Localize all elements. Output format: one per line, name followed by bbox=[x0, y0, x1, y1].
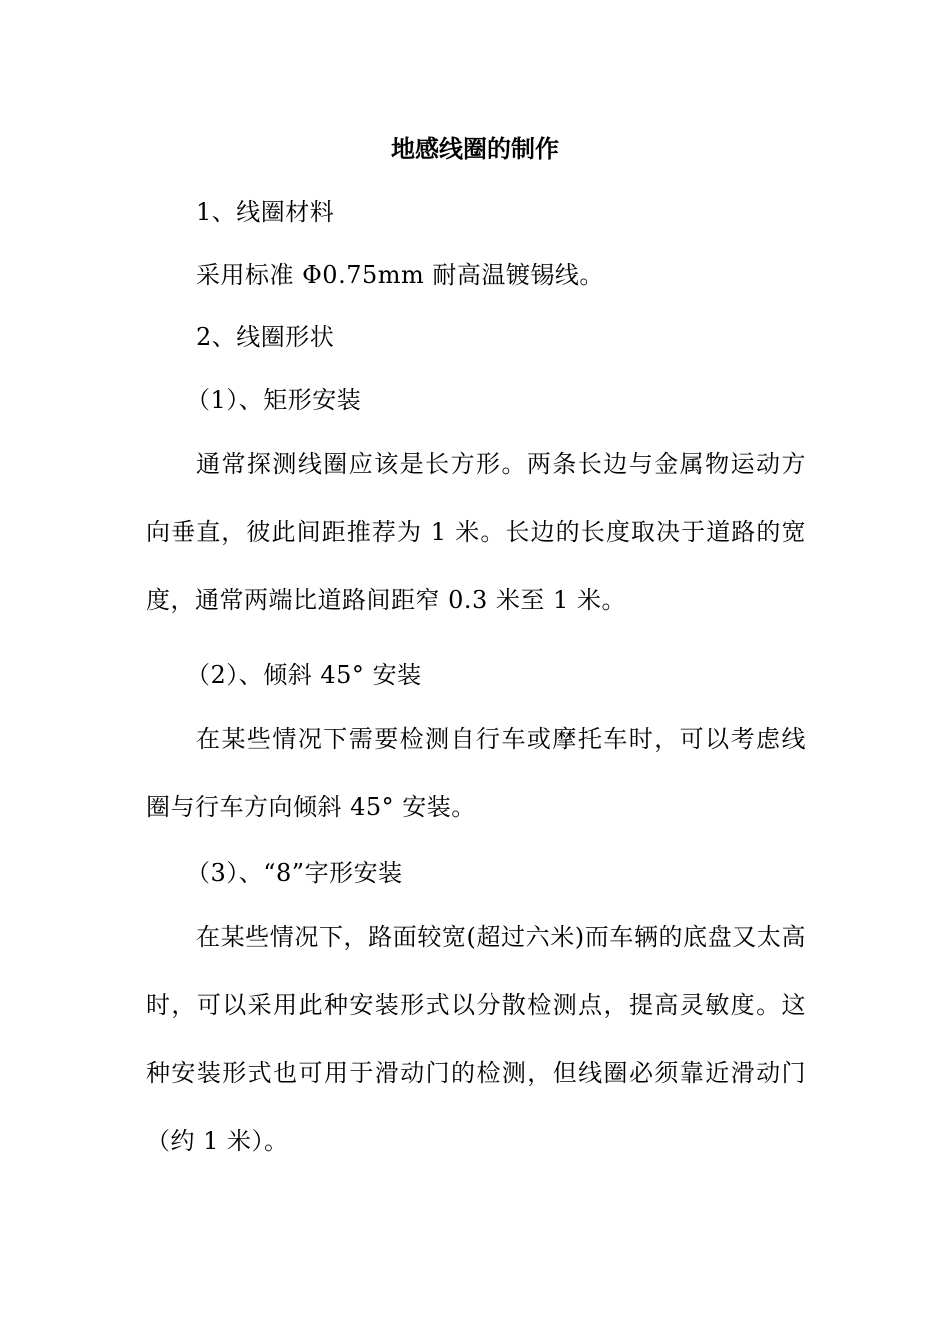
paragraph-inclined: 在某些情况下需要检测自行车或摩托车时，可以考虑线圈与行车方向倾斜 45° 安装。 bbox=[146, 725, 806, 821]
section-heading-materials: 1、线圈材料 bbox=[196, 198, 335, 226]
document-title: 地感线圈的制作 bbox=[391, 135, 559, 163]
subheading-inclined: （2）、倾斜 45° 安装 bbox=[186, 661, 422, 689]
paragraph-rectangular: 通常探测线圈应该是长方形。两条长边与金属物运动方向垂直，彼此间距推荐为 1 米。长边的长度取决于道路的宽度，通常两端比道路间距窄 0.3 米至 1 米。 bbox=[146, 450, 806, 614]
subheading-rectangular: （1）、矩形安装 bbox=[186, 386, 362, 414]
section-heading-shape: 2、线圈形状 bbox=[196, 323, 335, 351]
materials-text: 采用标准 Φ0.75mm 耐高温镀锡线。 bbox=[196, 261, 604, 289]
paragraph-figure-eight: 在某些情况下，路面较宽(超过六米)而车辆的底盘又太高时，可以采用此种安装形式以分散检测点，提高灵敏度。这种安装形式也可用于滑动门的检测，但线圈必须靠近滑动门（约 1 米）。 bbox=[146, 923, 806, 1155]
subheading-figure-eight: （3）、“8”字形安装 bbox=[186, 859, 403, 887]
